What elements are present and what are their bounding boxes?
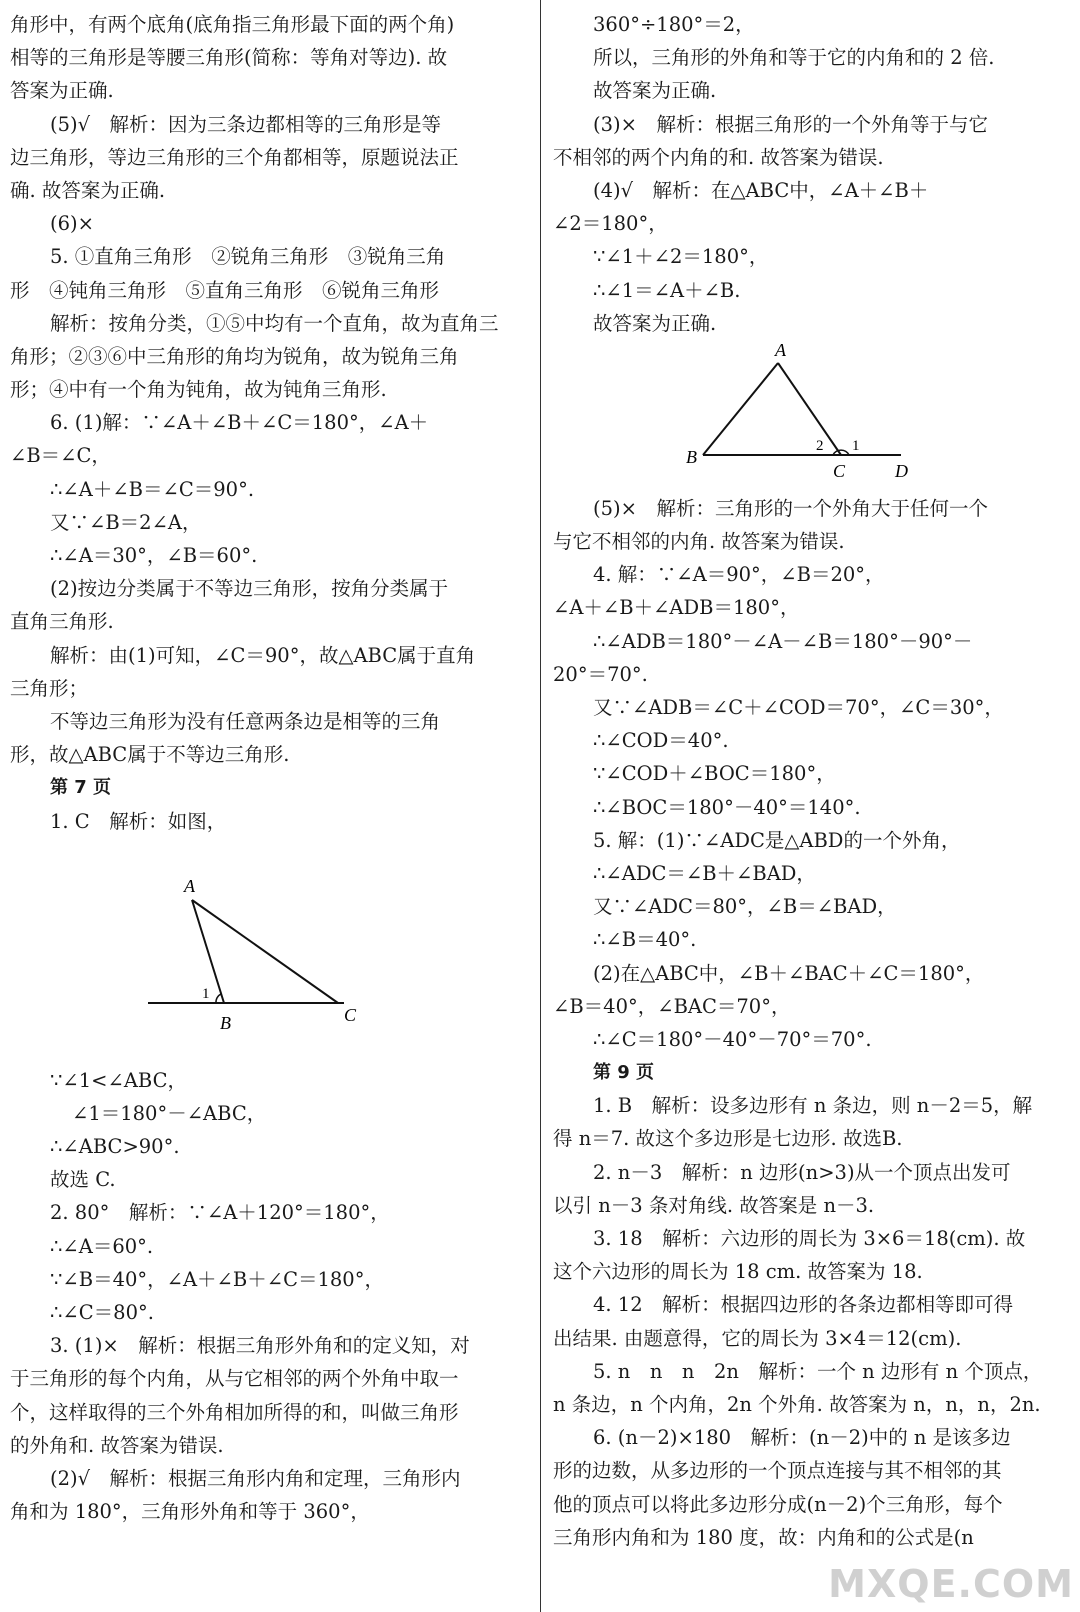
text-line: ∴∠A＝60°.: [50, 1234, 154, 1258]
question-2-line: 2. n－3 解析：n 边形(n>3)从一个顶点出发可: [593, 1160, 1011, 1184]
text-line: 的外角和. 故答案为错误.: [10, 1433, 224, 1457]
text-line: 他的顶点可以将此多边形分成(n－2)个三角形，每个: [553, 1492, 1003, 1516]
question-6-line: 6. (1)解：∵∠A＋∠B＋∠C＝180°，∠A＋: [50, 411, 429, 435]
text-line: ∠1＝180°－∠ABC，: [72, 1101, 267, 1125]
text-line: 以引 n－3 条对角线. 故答案是 n－3.: [553, 1193, 875, 1217]
text-line: 又∵∠B＝2∠A，: [50, 510, 202, 534]
triangle-figure-1: [10, 838, 530, 1064]
right-column: [553, 8, 1068, 1554]
text-line: ∠2＝180°，: [553, 212, 668, 236]
text-line: (3)× 解析：根据三角形的一个外角等于与它: [593, 112, 988, 136]
label-angle-1: 1: [202, 985, 210, 1002]
text-line: 答案为正确.: [10, 79, 114, 103]
text-line: (6)×: [50, 212, 94, 236]
text-line: ∴∠B＝40°.: [593, 928, 697, 952]
question-1-line: 1. C 解析：如图，: [50, 809, 227, 833]
text-line: 这个六边形的周长为 18 cm. 故答案为 18.: [553, 1260, 923, 1284]
question-3-line: 3. (1)× 解析：根据三角形外角和的定义知，对: [50, 1334, 470, 1358]
watermark: MXQE.COM: [828, 1562, 1074, 1606]
text-line: (2)√ 解析：根据三角形内角和定理，三角形内: [50, 1466, 461, 1490]
text-line: 与它不相邻的内角. 故答案为错误.: [553, 530, 845, 554]
text-line: 20°＝70°.: [553, 662, 648, 686]
text-line: 故答案为正确.: [593, 79, 717, 103]
question-5-line: 5. n n n 2n 解析：一个 n 边形有 n 个顶点，: [593, 1359, 1043, 1383]
text-line: (4)√ 解析：在△ABC中，∠A＋∠B＋: [593, 178, 929, 202]
question-2-line: 2. 80° 解析：∵∠A＋120°＝180°，: [50, 1201, 390, 1225]
label-a: A: [184, 875, 195, 896]
text-line: (2)按边分类属于不等边三角形，按角分类属于: [50, 577, 449, 601]
text-line: 三角形内角和为 180 度，故：内角和的公式是(n: [553, 1525, 974, 1549]
text-line: 所以，三角形的外角和等于它的内角和的 2 倍.: [593, 46, 995, 70]
text-line: ∠B＝40°，∠BAC＝70°，: [553, 994, 791, 1018]
side-ab: [703, 363, 778, 455]
text-line: 三角形；: [10, 676, 89, 700]
text-line: 不等边三角形为没有任意两条边是相等的三角: [50, 709, 441, 733]
text-line: 个，这样取得的三个外角相加所得的和，叫做三角形: [10, 1400, 459, 1424]
text-line: ∠A＋∠B＋∠ADB＝180°，: [553, 596, 800, 620]
text-line: 于三角形的每个内角，从与它相邻的两个外角中取一: [10, 1367, 459, 1391]
text-line: (5)× 解析：三角形的一个外角大于任何一个: [593, 496, 988, 520]
text-line: ∴∠A＝30°，∠B＝60°.: [50, 544, 258, 567]
label-c: C: [833, 460, 846, 481]
question-6-line: 6. (n－2)×180 解析：(n－2)中的 n 是该多边: [593, 1426, 1011, 1450]
text-line: 不相邻的两个内角的和. 故答案为错误.: [553, 145, 884, 169]
text-line: ∴∠ABC>90°.: [50, 1135, 180, 1159]
label-angle-1: 1: [852, 437, 860, 454]
text-line: 角和为 180°，三角形外角和等于 360°，: [10, 1500, 370, 1524]
label-d: D: [895, 460, 908, 481]
text-line: 解析：由(1)可知，∠C＝90°，故△ABC属于直角: [50, 643, 476, 667]
text-line: 故答案为正确.: [593, 311, 717, 335]
text-line: ∴∠ADC＝∠B＋∠BAD，: [593, 861, 816, 885]
label-a: A: [775, 339, 786, 360]
triangle-figure-2: [553, 340, 1068, 492]
column-divider: [540, 0, 541, 1612]
text-line: 形的边数，从多边形的一个顶点连接与其不相邻的其: [553, 1459, 1002, 1483]
label-b: B: [686, 446, 697, 467]
text-line: ∴∠C＝180°－40°－70°＝70°.: [593, 1027, 872, 1051]
text-line: 角形；②③⑥中三角形的角均为锐角，故为锐角三角: [10, 344, 459, 368]
text-line: ∴∠COD＝40°.: [593, 729, 729, 753]
text-line: 直角三角形.: [10, 610, 114, 634]
text-line: ∴∠A＋∠B＝∠C＝90°.: [50, 477, 255, 501]
text-line: 形，故△ABC属于不等边三角形.: [10, 743, 290, 767]
text-line: 出结果. 由题意得，它的周长为 3×4＝12(cm).: [553, 1326, 962, 1350]
text-line: 又∵∠ADB＝∠C＋∠COD＝70°，∠C＝30°，: [593, 696, 1004, 719]
text-line: n 条边，n 个内角，2n 个外角. 故答案为 n，n，n，2n.: [553, 1392, 1041, 1416]
triangle-diagram-1: [10, 838, 530, 1064]
text-line: 形 ④钝角三角形 ⑤直角三角形 ⑥锐角三角形: [10, 278, 440, 302]
triangle-diagram-2: [553, 340, 1068, 492]
side-ac: [192, 900, 338, 1003]
text-line: ∴∠1＝∠A＋∠B.: [593, 278, 741, 302]
angle-1-arc: [216, 994, 221, 1003]
text-line: ∴∠ADB＝180°－∠A－∠B＝180°－90°－: [593, 629, 973, 653]
text-line: ∵∠1<∠ABC，: [50, 1068, 188, 1092]
question-1-line: 1. B 解析：设多边形有 n 条边，则 n－2＝5，解: [593, 1094, 1033, 1118]
question-3-line: 3. 18 解析：六边形的周长为 3×6＝18(cm). 故: [593, 1227, 1026, 1250]
question-5-line: 5. ①直角三角形 ②锐角三角形 ③锐角三角: [50, 245, 446, 269]
text-line: ∵∠1＋∠2＝180°，: [593, 245, 769, 269]
text-line: ∴∠BOC＝180°－40°＝140°.: [593, 795, 861, 819]
page-9-heading: 第 9 页: [593, 1062, 655, 1084]
text-line: 360°÷180°＝2，: [593, 13, 755, 36]
side-ac: [778, 363, 841, 455]
text-line: 得 n＝7. 故这个多边形是七边形. 故选B.: [553, 1127, 903, 1151]
text-line: 解析：按角分类，①⑤中均有一个直角，故为直角三: [50, 311, 499, 335]
label-b: B: [220, 1012, 231, 1033]
question-4-line: 4. 12 解析：根据四边形的各条边都相等即可得: [593, 1293, 1014, 1317]
text-line: 边三角形，等边三角形的三个角都相等，原题说法正: [10, 145, 459, 169]
text-line: 又∵∠ADC＝80°，∠B＝∠BAD，: [593, 895, 897, 919]
question-5-line: 5. 解：(1)∵∠ADC是△ABD的一个外角，: [593, 828, 961, 852]
text-line: (5)√ 解析：因为三条边都相等的三角形是等: [50, 112, 442, 136]
question-4-line: 4. 解：∵∠A＝90°，∠B＝20°，: [593, 563, 885, 587]
label-c: C: [344, 1004, 357, 1025]
text-line: ∵∠B＝40°，∠A＋∠B＋∠C＝180°，: [50, 1267, 384, 1291]
text-line: 故选 C.: [50, 1168, 116, 1192]
text-line: ∠B＝∠C，: [10, 444, 111, 468]
text-line: 形；④中有一个角为钝角，故为钝角三角形.: [10, 378, 387, 402]
text-line: 相等的三角形是等腰三角形(简称：等角对等边). 故: [10, 46, 448, 70]
text-line: (2)在△ABC中，∠B＋∠BAC＋∠C＝180°，: [593, 961, 985, 985]
text-line: ∵∠COD＋∠BOC＝180°，: [593, 762, 836, 786]
text-line: ∴∠C＝80°.: [50, 1301, 154, 1324]
text-line: 角形中，有两个底角(底角指三角形最下面的两个角): [10, 13, 455, 36]
left-column: [10, 8, 530, 1528]
label-angle-2: 2: [816, 437, 824, 454]
page-7-heading: 第 7 页: [50, 777, 112, 799]
text-line: 确. 故答案为正确.: [10, 178, 166, 202]
